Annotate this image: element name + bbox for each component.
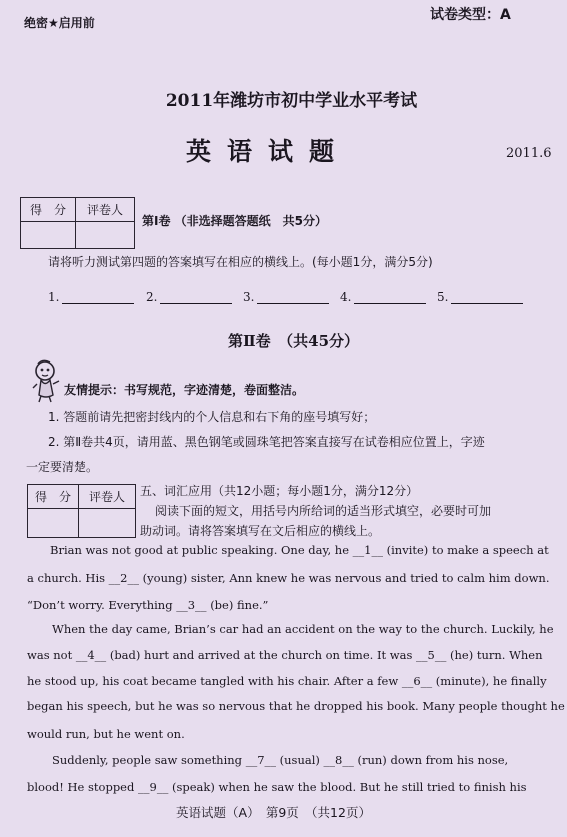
passage-line: blood! He stopped __9__ (speak) when he saw the blood. But he still tried to finish his xyxy=(27,780,527,794)
passage-line: began his speech, but he was so nervous that he dropped his book. Many people thought he xyxy=(27,699,565,713)
passage-line: would run, but he went on. xyxy=(27,727,185,741)
subject-title: 英语试题 xyxy=(186,137,351,166)
blank-number: 1. xyxy=(48,290,60,304)
score-entry-cell[interactable] xyxy=(28,509,79,538)
grader-entry-cell[interactable] xyxy=(79,509,136,538)
grader-entry-cell[interactable] xyxy=(76,222,135,249)
answer-blank-4[interactable] xyxy=(340,290,426,304)
passage-line: he stood up, his coat became tangled with his chair. After a few __6__ (minute), he finally xyxy=(27,674,547,688)
answer-blank-1[interactable] xyxy=(48,290,134,304)
passage-line: Brian was not good at public speaking. One day, he __1__ (invite) to make a speech at xyxy=(50,543,549,557)
score-box-part1 xyxy=(20,197,135,249)
passage-line: Suddenly, people saw something __7__ (usual) __8__ (run) down from his nose, xyxy=(52,753,509,767)
passage-line: “Don’t worry. Everything __3__ (be) fine.” xyxy=(27,598,269,612)
cartoon-mascot-icon xyxy=(32,357,62,403)
blank-number: 2. xyxy=(146,290,158,304)
section5-instruction-continued: 助动词。请将答案填写在文后相应的横线上。 xyxy=(140,524,381,538)
paper-type-label: 试卷类型：A xyxy=(430,7,511,23)
exam-date: 2011.6 xyxy=(506,146,552,161)
section5-heading: 五、词汇应用（共12小题；每小题1分，满分12分） xyxy=(140,484,419,498)
passage-line: a church. His __2__ (young) sister, Ann knew he was nervous and tried to calm him down. xyxy=(27,571,550,585)
page-footer: 英语试题（A） 第9页 （共12页） xyxy=(176,805,371,820)
blank-number: 3. xyxy=(243,290,255,304)
tip-2-continued: 一定要清楚。 xyxy=(26,460,99,474)
part2-heading: 第Ⅱ卷 （共45分） xyxy=(227,332,360,350)
exam-title: 2011年潍坊市初中学业水平考试 xyxy=(165,91,418,111)
answer-blank-2[interactable] xyxy=(146,290,232,304)
section5-instruction: 阅读下面的短文，用括号内所给词的适当形式填空，必要时可加 xyxy=(155,504,492,518)
grader-label: 评卷人 xyxy=(79,485,136,509)
tip-1: 1. 答题前请先把密封线内的个人信息和右下角的座号填写好； xyxy=(48,410,376,424)
score-box-section5 xyxy=(27,484,136,538)
score-label: 得 分 xyxy=(21,198,76,222)
tips-heading: 友情提示：书写规范，字迹清楚，卷面整洁。 xyxy=(64,383,305,397)
answer-blank-3[interactable] xyxy=(243,290,329,304)
grader-label: 评卷人 xyxy=(76,198,135,222)
score-entry-cell[interactable] xyxy=(21,222,76,249)
score-label: 得 分 xyxy=(28,485,79,509)
answer-blank-5[interactable] xyxy=(437,290,523,304)
passage-line: was not __4__ (bad) hurt and arrived at the church on time. It was __5__ (he) turn. When xyxy=(27,648,543,662)
blank-number: 4. xyxy=(340,290,352,304)
part1-instruction: 请将听力测试第四题的答案填写在相应的横线上。(每小题1分，满分5分) xyxy=(48,255,433,269)
confidential-label: 绝密★启用前 xyxy=(24,16,95,30)
part1-heading: 第Ⅰ卷 （非选择题答题纸 共5分） xyxy=(142,214,327,228)
tip-2: 2. 第Ⅱ卷共4页，请用蓝、黑色钢笔或圆珠笔把答案直接写在试卷相应位置上，字迹 xyxy=(48,435,485,449)
passage-line: When the day came, Brian’s car had an accident on the way to the church. Luckily, he xyxy=(52,622,554,636)
blank-number: 5. xyxy=(437,290,449,304)
